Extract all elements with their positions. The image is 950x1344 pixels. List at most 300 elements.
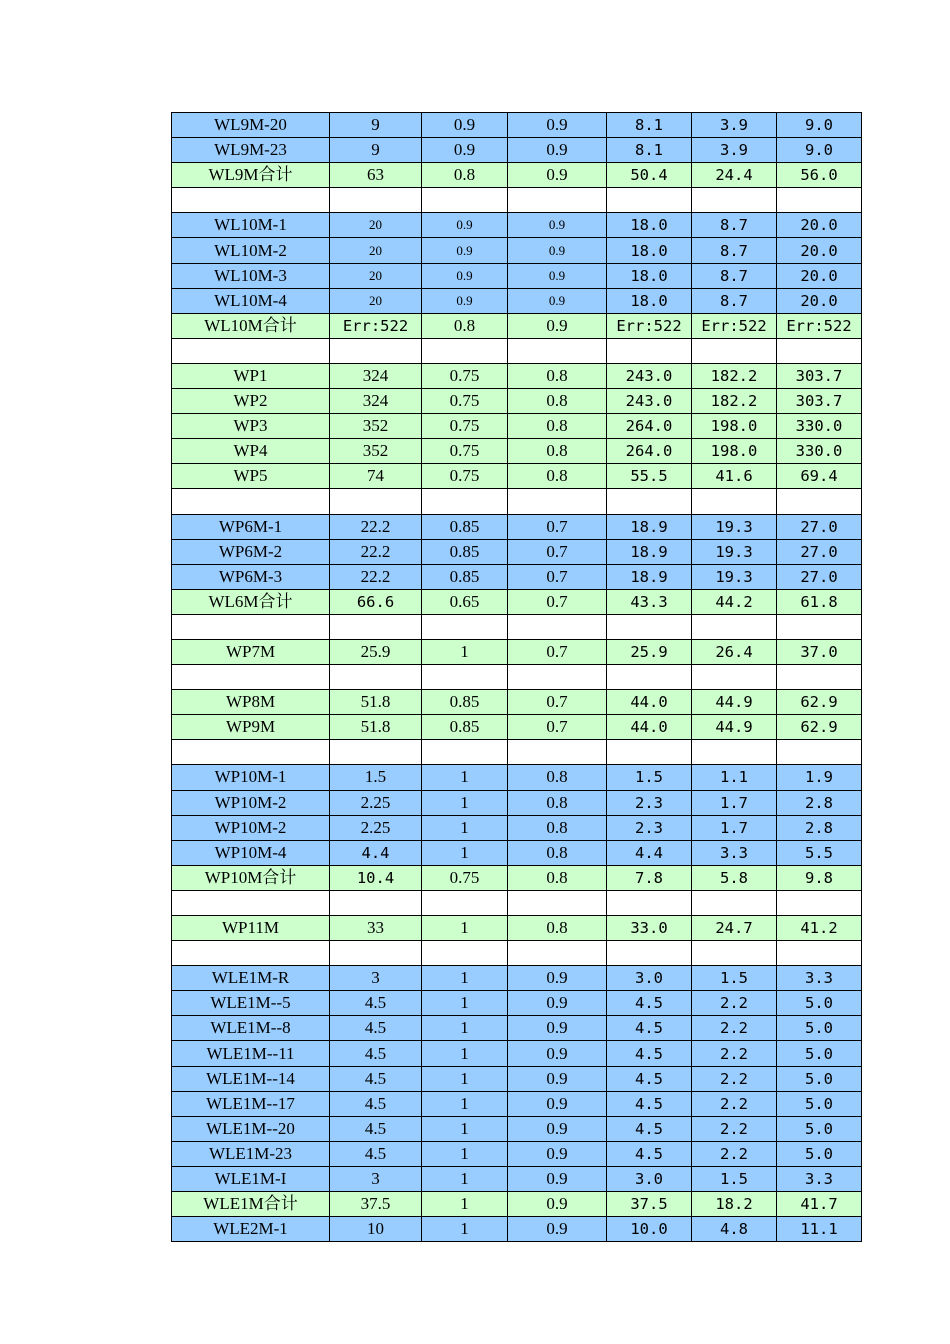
cell-value-col-4: 0.9 — [508, 1066, 607, 1091]
cell-value-col-7 — [777, 740, 862, 765]
table-row — [172, 389, 862, 414]
table-row — [172, 815, 862, 840]
cell-value-col-2: 4.5 — [330, 1066, 422, 1091]
cell-value-col-4: 0.9 — [508, 313, 607, 338]
cell-value-col-7: 61.8 — [777, 589, 862, 614]
cell-value-col-3 — [422, 188, 508, 213]
cell-value-col-7: 56.0 — [777, 163, 862, 188]
table-row — [172, 765, 862, 790]
cell-row-label: WL10M-3 — [172, 263, 330, 288]
spacer-row — [172, 614, 862, 639]
cell-value-col-5 — [607, 614, 692, 639]
cell-row-label: WLE1M-R — [172, 966, 330, 991]
cell-value-col-2: 22.2 — [330, 514, 422, 539]
cell-value-col-5 — [607, 188, 692, 213]
cell-value-col-2: 10 — [330, 1217, 422, 1242]
cell-value-col-5: 4.5 — [607, 1066, 692, 1091]
cell-value-col-5 — [607, 740, 692, 765]
cell-value-col-3 — [422, 614, 508, 639]
table-row — [172, 263, 862, 288]
table-row — [172, 966, 862, 991]
cell-row-label: WL9M合计 — [172, 163, 330, 188]
cell-value-col-6 — [692, 489, 777, 514]
cell-value-col-6: 2.2 — [692, 1041, 777, 1066]
cell-value-col-3 — [422, 890, 508, 915]
cell-value-col-6: 2.2 — [692, 1091, 777, 1116]
cell-row-label: WP7M — [172, 639, 330, 664]
cell-value-col-3: 0.9 — [422, 263, 508, 288]
cell-value-col-6: 3.3 — [692, 840, 777, 865]
cell-value-col-3: 0.75 — [422, 865, 508, 890]
cell-value-col-6: 19.3 — [692, 514, 777, 539]
cell-value-col-3: 1 — [422, 1041, 508, 1066]
spacer-row — [172, 338, 862, 363]
cell-value-col-2: 51.8 — [330, 715, 422, 740]
cell-value-col-2: 4.5 — [330, 991, 422, 1016]
cell-value-col-6 — [692, 188, 777, 213]
cell-value-col-2 — [330, 338, 422, 363]
cell-value-col-3: 0.65 — [422, 589, 508, 614]
cell-row-label: WP2 — [172, 389, 330, 414]
cell-value-col-6: Err:522 — [692, 313, 777, 338]
table-row — [172, 113, 862, 138]
cell-value-col-4: 0.8 — [508, 414, 607, 439]
cell-value-col-6: 1.7 — [692, 815, 777, 840]
cell-value-col-6: 19.3 — [692, 539, 777, 564]
cell-value-col-6: 8.7 — [692, 288, 777, 313]
cell-row-label: WL10M-4 — [172, 288, 330, 313]
cell-value-col-7 — [777, 890, 862, 915]
cell-value-col-4: 0.9 — [508, 1166, 607, 1191]
cell-value-col-4: 0.9 — [508, 1192, 607, 1217]
cell-value-col-4: 0.8 — [508, 389, 607, 414]
cell-value-col-5: 243.0 — [607, 363, 692, 388]
table-row — [172, 313, 862, 338]
cell-value-col-6: 8.7 — [692, 238, 777, 263]
spacer-row — [172, 188, 862, 213]
table-row — [172, 414, 862, 439]
table-row — [172, 539, 862, 564]
cell-value-col-3: 0.85 — [422, 514, 508, 539]
table-row — [172, 1016, 862, 1041]
cell-value-col-6 — [692, 665, 777, 690]
table-row — [172, 589, 862, 614]
table-row — [172, 916, 862, 941]
cell-value-col-3: 0.9 — [422, 113, 508, 138]
cell-value-col-4: 0.8 — [508, 865, 607, 890]
cell-value-col-7: 5.5 — [777, 840, 862, 865]
cell-row-label — [172, 614, 330, 639]
cell-value-col-3 — [422, 665, 508, 690]
cell-value-col-4: 0.9 — [508, 1041, 607, 1066]
cell-value-col-4 — [508, 489, 607, 514]
cell-value-col-6: 1.7 — [692, 790, 777, 815]
cell-value-col-7: 9.0 — [777, 113, 862, 138]
cell-value-col-5: 37.5 — [607, 1192, 692, 1217]
table-row — [172, 840, 862, 865]
cell-value-col-2 — [330, 665, 422, 690]
cell-value-col-5: 18.9 — [607, 539, 692, 564]
cell-value-col-3: 0.75 — [422, 414, 508, 439]
cell-row-label: WL10M-2 — [172, 238, 330, 263]
cell-value-col-4: 0.7 — [508, 639, 607, 664]
cell-row-label — [172, 740, 330, 765]
cell-value-col-2: 63 — [330, 163, 422, 188]
cell-row-label: WLE1M--17 — [172, 1091, 330, 1116]
cell-row-label — [172, 338, 330, 363]
cell-value-col-7: 20.0 — [777, 288, 862, 313]
table-row — [172, 639, 862, 664]
cell-value-col-2: 20 — [330, 238, 422, 263]
cell-row-label: WLE1M--5 — [172, 991, 330, 1016]
table-row — [172, 363, 862, 388]
cell-row-label: WLE1M--11 — [172, 1041, 330, 1066]
cell-value-col-2: 352 — [330, 414, 422, 439]
cell-value-col-2 — [330, 890, 422, 915]
cell-value-col-5: 3.0 — [607, 966, 692, 991]
cell-value-col-2: 10.4 — [330, 865, 422, 890]
cell-value-col-6: 5.8 — [692, 865, 777, 890]
cell-value-col-6: 26.4 — [692, 639, 777, 664]
cell-value-col-5 — [607, 489, 692, 514]
cell-value-col-3: 1 — [422, 840, 508, 865]
cell-value-col-3: 1 — [422, 1066, 508, 1091]
table-row — [172, 690, 862, 715]
cell-value-col-3: 0.85 — [422, 564, 508, 589]
cell-value-col-3: 1 — [422, 916, 508, 941]
cell-value-col-5: 33.0 — [607, 916, 692, 941]
load-calculation-table — [171, 112, 862, 1242]
cell-value-col-2: 66.6 — [330, 589, 422, 614]
cell-value-col-4: 0.9 — [508, 238, 607, 263]
cell-value-col-5: 18.0 — [607, 238, 692, 263]
cell-value-col-4: 0.7 — [508, 514, 607, 539]
cell-value-col-5: 4.5 — [607, 991, 692, 1016]
cell-value-col-5: 8.1 — [607, 138, 692, 163]
cell-value-col-3: 1 — [422, 966, 508, 991]
spacer-row — [172, 740, 862, 765]
cell-row-label: WL10M-1 — [172, 213, 330, 238]
cell-value-col-3: 0.75 — [422, 363, 508, 388]
cell-value-col-3: 0.9 — [422, 213, 508, 238]
cell-row-label: WP9M — [172, 715, 330, 740]
cell-value-col-5: 8.1 — [607, 113, 692, 138]
cell-value-col-6: 4.8 — [692, 1217, 777, 1242]
table-row — [172, 514, 862, 539]
cell-value-col-4 — [508, 665, 607, 690]
cell-value-col-5: 1.5 — [607, 765, 692, 790]
cell-row-label: WP6M-3 — [172, 564, 330, 589]
cell-row-label — [172, 941, 330, 966]
cell-value-col-2: 4.5 — [330, 1141, 422, 1166]
cell-row-label: WP10M合计 — [172, 865, 330, 890]
cell-value-col-5: 44.0 — [607, 715, 692, 740]
table-row — [172, 163, 862, 188]
cell-row-label: WP10M-2 — [172, 815, 330, 840]
cell-value-col-3: 0.9 — [422, 138, 508, 163]
cell-value-col-2: Err:522 — [330, 313, 422, 338]
cell-value-col-5: 18.0 — [607, 263, 692, 288]
cell-value-col-6 — [692, 338, 777, 363]
cell-row-label: WLE2M-1 — [172, 1217, 330, 1242]
cell-value-col-7: 27.0 — [777, 539, 862, 564]
table-row — [172, 213, 862, 238]
cell-value-col-5: 18.0 — [607, 288, 692, 313]
cell-value-col-4: 0.9 — [508, 288, 607, 313]
cell-value-col-3: 1 — [422, 1091, 508, 1116]
cell-value-col-6: 2.2 — [692, 991, 777, 1016]
cell-value-col-6 — [692, 614, 777, 639]
cell-value-col-7: 5.0 — [777, 1016, 862, 1041]
cell-value-col-4: 0.9 — [508, 263, 607, 288]
cell-value-col-4: 0.8 — [508, 363, 607, 388]
cell-value-col-5: 4.5 — [607, 1141, 692, 1166]
cell-row-label — [172, 489, 330, 514]
cell-value-col-4: 0.9 — [508, 138, 607, 163]
cell-value-col-3: 1 — [422, 1141, 508, 1166]
cell-value-col-5 — [607, 890, 692, 915]
cell-value-col-7: 3.3 — [777, 1166, 862, 1191]
cell-value-col-3: 0.85 — [422, 715, 508, 740]
cell-value-col-7: 3.3 — [777, 966, 862, 991]
cell-value-col-3: 0.75 — [422, 464, 508, 489]
cell-value-col-6: 3.9 — [692, 113, 777, 138]
cell-value-col-7 — [777, 489, 862, 514]
cell-value-col-7: 9.8 — [777, 865, 862, 890]
cell-value-col-7: 5.0 — [777, 1041, 862, 1066]
cell-value-col-2: 3 — [330, 966, 422, 991]
cell-value-col-7: 5.0 — [777, 1091, 862, 1116]
cell-value-col-5: 4.5 — [607, 1116, 692, 1141]
cell-value-col-7: 27.0 — [777, 514, 862, 539]
cell-value-col-5: 4.4 — [607, 840, 692, 865]
table-row — [172, 238, 862, 263]
cell-value-col-7: 41.2 — [777, 916, 862, 941]
cell-value-col-6: 24.7 — [692, 916, 777, 941]
cell-value-col-3: 0.9 — [422, 288, 508, 313]
cell-value-col-5: 3.0 — [607, 1166, 692, 1191]
cell-value-col-7: 5.0 — [777, 1116, 862, 1141]
cell-value-col-2: 20 — [330, 213, 422, 238]
cell-value-col-5: 7.8 — [607, 865, 692, 890]
cell-row-label: WP4 — [172, 439, 330, 464]
table-row — [172, 464, 862, 489]
cell-value-col-7: 5.0 — [777, 991, 862, 1016]
cell-row-label: WL10M合计 — [172, 313, 330, 338]
cell-value-col-2: 352 — [330, 439, 422, 464]
cell-value-col-3: 0.85 — [422, 539, 508, 564]
cell-value-col-2: 324 — [330, 389, 422, 414]
cell-value-col-6: 182.2 — [692, 389, 777, 414]
table-row — [172, 138, 862, 163]
spacer-row — [172, 941, 862, 966]
cell-value-col-3: 0.85 — [422, 690, 508, 715]
cell-value-col-3 — [422, 338, 508, 363]
cell-value-col-2: 1.5 — [330, 765, 422, 790]
cell-row-label: WP8M — [172, 690, 330, 715]
cell-row-label: WP10M-1 — [172, 765, 330, 790]
spacer-row — [172, 890, 862, 915]
cell-value-col-2: 4.5 — [330, 1091, 422, 1116]
cell-value-col-6: 2.2 — [692, 1016, 777, 1041]
cell-value-col-6 — [692, 890, 777, 915]
cell-value-col-5: 4.5 — [607, 1091, 692, 1116]
cell-value-col-2: 4.5 — [330, 1016, 422, 1041]
cell-value-col-2 — [330, 941, 422, 966]
cell-value-col-6: 2.2 — [692, 1066, 777, 1091]
cell-value-col-2: 4.4 — [330, 840, 422, 865]
cell-value-col-6: 18.2 — [692, 1192, 777, 1217]
cell-value-col-5 — [607, 665, 692, 690]
cell-value-col-2 — [330, 614, 422, 639]
cell-value-col-3: 1 — [422, 1166, 508, 1191]
cell-value-col-4 — [508, 338, 607, 363]
cell-value-col-7: 1.9 — [777, 765, 862, 790]
cell-value-col-4 — [508, 740, 607, 765]
table-row — [172, 1091, 862, 1116]
cell-value-col-5: 18.9 — [607, 514, 692, 539]
cell-value-col-4: 0.9 — [508, 991, 607, 1016]
cell-value-col-5 — [607, 941, 692, 966]
cell-value-col-4: 0.8 — [508, 439, 607, 464]
cell-value-col-4: 0.9 — [508, 1091, 607, 1116]
cell-value-col-7: 27.0 — [777, 564, 862, 589]
table-row — [172, 564, 862, 589]
cell-row-label: WL6M合计 — [172, 589, 330, 614]
cell-value-col-7: 62.9 — [777, 715, 862, 740]
cell-value-col-7 — [777, 941, 862, 966]
cell-value-col-3 — [422, 489, 508, 514]
cell-row-label: WP10M-2 — [172, 790, 330, 815]
cell-value-col-4: 0.8 — [508, 790, 607, 815]
cell-value-col-2: 22.2 — [330, 564, 422, 589]
cell-row-label: WP3 — [172, 414, 330, 439]
cell-value-col-3: 0.8 — [422, 313, 508, 338]
cell-value-col-5: 4.5 — [607, 1016, 692, 1041]
cell-value-col-4: 0.8 — [508, 815, 607, 840]
table-row — [172, 1192, 862, 1217]
table-row — [172, 865, 862, 890]
cell-value-col-4 — [508, 890, 607, 915]
cell-value-col-7 — [777, 665, 862, 690]
cell-value-col-3: 0.8 — [422, 163, 508, 188]
cell-value-col-5: 10.0 — [607, 1217, 692, 1242]
cell-row-label: WL9M-23 — [172, 138, 330, 163]
cell-value-col-3: 1 — [422, 991, 508, 1016]
cell-value-col-4: 0.7 — [508, 715, 607, 740]
cell-value-col-5: 264.0 — [607, 414, 692, 439]
cell-value-col-2: 9 — [330, 138, 422, 163]
cell-row-label: WP11M — [172, 916, 330, 941]
cell-value-col-2 — [330, 489, 422, 514]
table-row — [172, 1141, 862, 1166]
table-row — [172, 1066, 862, 1091]
cell-value-col-2: 51.8 — [330, 690, 422, 715]
cell-value-col-7: Err:522 — [777, 313, 862, 338]
cell-value-col-7: 303.7 — [777, 389, 862, 414]
cell-value-col-7: 2.8 — [777, 790, 862, 815]
cell-value-col-6 — [692, 740, 777, 765]
cell-value-col-6 — [692, 941, 777, 966]
cell-value-col-2: 20 — [330, 263, 422, 288]
cell-value-col-5: 243.0 — [607, 389, 692, 414]
cell-value-col-5: 25.9 — [607, 639, 692, 664]
cell-value-col-7: 5.0 — [777, 1141, 862, 1166]
cell-value-col-5 — [607, 338, 692, 363]
cell-value-col-3: 1 — [422, 1217, 508, 1242]
cell-value-col-4 — [508, 188, 607, 213]
cell-value-col-4: 0.9 — [508, 113, 607, 138]
cell-value-col-2: 324 — [330, 363, 422, 388]
cell-value-col-3: 1 — [422, 815, 508, 840]
cell-value-col-4: 0.8 — [508, 840, 607, 865]
table-body — [172, 113, 862, 1242]
cell-value-col-7: 2.8 — [777, 815, 862, 840]
cell-row-label: WP6M-2 — [172, 539, 330, 564]
cell-value-col-5: 43.3 — [607, 589, 692, 614]
cell-row-label: WLE1M-23 — [172, 1141, 330, 1166]
table-row — [172, 1217, 862, 1242]
cell-value-col-7: 20.0 — [777, 238, 862, 263]
cell-value-col-7: 20.0 — [777, 213, 862, 238]
cell-value-col-3: 1 — [422, 639, 508, 664]
cell-row-label: WL9M-20 — [172, 113, 330, 138]
cell-row-label: WLE1M-I — [172, 1166, 330, 1191]
cell-value-col-6: 1.1 — [692, 765, 777, 790]
cell-value-col-2: 37.5 — [330, 1192, 422, 1217]
cell-value-col-5: 4.5 — [607, 1041, 692, 1066]
cell-value-col-3 — [422, 740, 508, 765]
cell-value-col-6: 2.2 — [692, 1141, 777, 1166]
cell-value-col-5: 44.0 — [607, 690, 692, 715]
cell-value-col-3: 1 — [422, 1192, 508, 1217]
cell-value-col-7: 41.7 — [777, 1192, 862, 1217]
cell-value-col-4: 0.9 — [508, 1141, 607, 1166]
cell-value-col-6: 3.9 — [692, 138, 777, 163]
cell-value-col-2: 2.25 — [330, 815, 422, 840]
cell-row-label — [172, 665, 330, 690]
cell-value-col-7 — [777, 614, 862, 639]
cell-value-col-7 — [777, 338, 862, 363]
cell-value-col-6: 1.5 — [692, 966, 777, 991]
table-row — [172, 288, 862, 313]
cell-value-col-4: 0.7 — [508, 589, 607, 614]
cell-value-col-6: 44.9 — [692, 690, 777, 715]
cell-value-col-5: 18.9 — [607, 564, 692, 589]
cell-value-col-2: 2.25 — [330, 790, 422, 815]
cell-value-col-3: 0.75 — [422, 439, 508, 464]
cell-value-col-6: 198.0 — [692, 439, 777, 464]
cell-value-col-7: 330.0 — [777, 414, 862, 439]
cell-row-label: WLE1M--14 — [172, 1066, 330, 1091]
cell-value-col-3: 0.9 — [422, 238, 508, 263]
cell-value-col-7 — [777, 188, 862, 213]
spacer-row — [172, 665, 862, 690]
cell-value-col-2: 33 — [330, 916, 422, 941]
cell-value-col-4: 0.9 — [508, 1217, 607, 1242]
cell-value-col-6: 8.7 — [692, 213, 777, 238]
cell-value-col-6: 24.4 — [692, 163, 777, 188]
cell-value-col-7: 11.1 — [777, 1217, 862, 1242]
cell-value-col-5: 2.3 — [607, 815, 692, 840]
cell-value-col-7: 5.0 — [777, 1066, 862, 1091]
cell-value-col-4: 0.7 — [508, 539, 607, 564]
table-row — [172, 439, 862, 464]
cell-row-label — [172, 188, 330, 213]
cell-value-col-3: 1 — [422, 790, 508, 815]
cell-value-col-7: 303.7 — [777, 363, 862, 388]
cell-value-col-4: 0.9 — [508, 1116, 607, 1141]
